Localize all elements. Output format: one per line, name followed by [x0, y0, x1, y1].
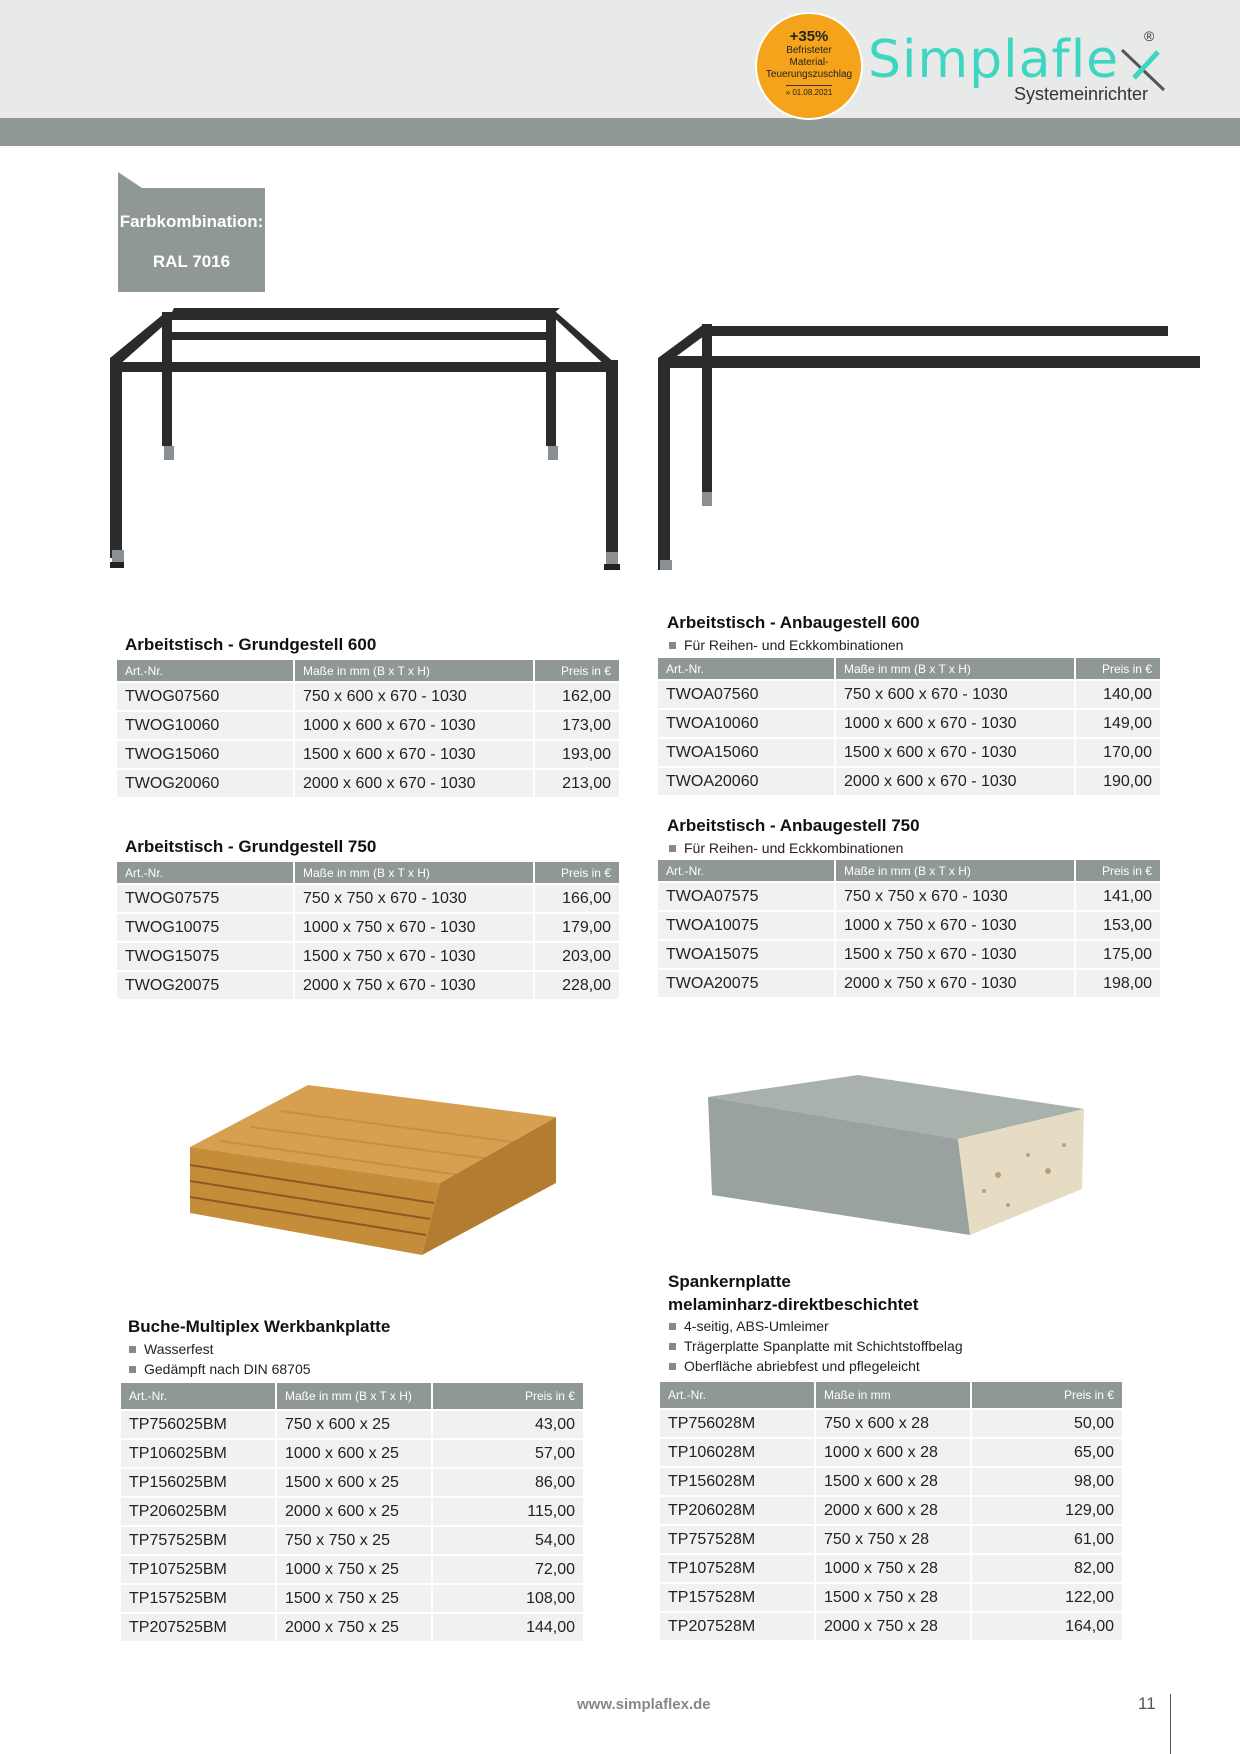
badge-percent: +35% [789, 28, 829, 45]
col-header: Preis in € [535, 660, 619, 681]
table-row [121, 1409, 583, 1438]
table-row [117, 970, 619, 999]
article-number: TP157528M [660, 1582, 814, 1611]
article-number: TP756028M [660, 1408, 814, 1437]
article-number: TWOG07575 [117, 883, 293, 912]
article-number: TWOA07560 [658, 679, 834, 708]
surcharge-badge [755, 12, 863, 120]
article-number: TWOG15060 [117, 739, 293, 768]
col-header: Preis in € [535, 862, 619, 883]
article-number: TP106025BM [121, 1438, 275, 1467]
dimensions: 1500 x 750 x 25 [277, 1583, 431, 1612]
col-header: Preis in € [1076, 860, 1160, 881]
badge-line: Teuerungszuschlag [765, 69, 853, 80]
table-row [658, 939, 1160, 968]
color-label: Farbkombination: [119, 212, 264, 231]
table-row [658, 881, 1160, 910]
price: 86,00 [433, 1467, 583, 1496]
article-number: TP756025BM [121, 1409, 275, 1438]
section-title: Spankernplatte [668, 1272, 791, 1291]
section-title: Arbeitstisch - Anbaugestell 750 [667, 816, 920, 835]
col-header: Maße in mm (B x T x H) [295, 660, 533, 681]
dimensions: 1500 x 600 x 28 [816, 1466, 970, 1495]
dimensions: 1000 x 600 x 25 [277, 1438, 431, 1467]
page-number: 11 [1138, 1694, 1156, 1713]
price: 72,00 [433, 1554, 583, 1583]
dimensions: 1500 x 750 x 670 - 1030 [295, 941, 533, 970]
table-row [658, 910, 1160, 939]
col-header: Art.-Nr. [117, 660, 293, 681]
dimensions: 1000 x 750 x 28 [816, 1553, 970, 1582]
article-number: TWOA20060 [658, 766, 834, 795]
table-row [117, 681, 619, 710]
article-number: TP757528M [660, 1524, 814, 1553]
price: 213,00 [535, 768, 619, 797]
price: 82,00 [972, 1553, 1122, 1582]
article-number: TWOG15075 [117, 941, 293, 970]
col-header: Art.-Nr. [660, 1382, 814, 1408]
article-number: TP207525BM [121, 1612, 275, 1641]
dimensions: 1000 x 750 x 670 - 1030 [295, 912, 533, 941]
article-number: TP106028M [660, 1437, 814, 1466]
section-title: Arbeitstisch - Anbaugestell 600 [667, 613, 920, 632]
table-row [117, 883, 619, 912]
price-table-span [658, 1382, 1124, 1640]
price-table-grund600 [115, 660, 621, 797]
article-number: TWOA15060 [658, 737, 834, 766]
table-row [117, 710, 619, 739]
table-row [121, 1583, 583, 1612]
feature-list [129, 1339, 311, 1379]
price: 175,00 [1076, 939, 1160, 968]
dimensions: 750 x 600 x 670 - 1030 [295, 681, 533, 710]
dimensions: 750 x 750 x 670 - 1030 [295, 883, 533, 912]
table-row [121, 1438, 583, 1467]
dimensions: 750 x 600 x 28 [816, 1408, 970, 1437]
table-row [121, 1496, 583, 1525]
feature-list [669, 1316, 963, 1376]
feature-item: Trägerplatte Spanplatte mit Schichtstoffbelag [669, 1336, 963, 1356]
col-header: Maße in mm (B x T x H) [295, 862, 533, 883]
section-title: Arbeitstisch - Grundgestell 600 [125, 635, 377, 654]
article-number: TP206025BM [121, 1496, 275, 1525]
dimensions: 1000 x 750 x 670 - 1030 [836, 910, 1074, 939]
color-combination-tag [118, 188, 265, 292]
dimensions: 2000 x 750 x 670 - 1030 [295, 970, 533, 999]
feature-item: Wasserfest [129, 1339, 311, 1359]
feature-item: Oberfläche abriebfest und pflegeleicht [669, 1356, 963, 1376]
table-row [121, 1554, 583, 1583]
price: 166,00 [535, 883, 619, 912]
website-link[interactable]: www.simplaflex.de [577, 1696, 711, 1713]
price: 162,00 [535, 681, 619, 710]
price: 50,00 [972, 1408, 1122, 1437]
price: 43,00 [433, 1409, 583, 1438]
badge-line: Material- [789, 57, 829, 68]
price: 115,00 [433, 1496, 583, 1525]
section-title: melaminharz-direktbeschichtet [668, 1295, 919, 1314]
price: 153,00 [1076, 910, 1160, 939]
dimensions: 2000 x 750 x 25 [277, 1612, 431, 1641]
price: 173,00 [535, 710, 619, 739]
price: 65,00 [972, 1437, 1122, 1466]
logo-subtitle: Systemeinrichter [1014, 84, 1149, 104]
col-header: Maße in mm (B x T x H) [836, 860, 1074, 881]
table-row [660, 1408, 1122, 1437]
price: 149,00 [1076, 708, 1160, 737]
dimensions: 1000 x 750 x 25 [277, 1554, 431, 1583]
dimensions: 1000 x 600 x 670 - 1030 [836, 708, 1074, 737]
dimensions: 2000 x 600 x 670 - 1030 [295, 768, 533, 797]
table-row [660, 1466, 1122, 1495]
beech-board-image [190, 1085, 560, 1270]
table-row [117, 941, 619, 970]
col-header: Art.-Nr. [121, 1383, 275, 1409]
dimensions: 1500 x 600 x 25 [277, 1467, 431, 1496]
table-row [658, 737, 1160, 766]
color-value: RAL 7016 [152, 252, 231, 271]
table-row [658, 708, 1160, 737]
col-header: Preis in € [1076, 658, 1160, 679]
section-title: Arbeitstisch - Grundgestell 750 [125, 837, 377, 856]
table-row [117, 768, 619, 797]
article-number: TWOA15075 [658, 939, 834, 968]
article-number: TWOG20075 [117, 970, 293, 999]
table-row [658, 766, 1160, 795]
badge-line: Befristeter [786, 45, 832, 56]
table-row [121, 1525, 583, 1554]
dimensions: 750 x 750 x 670 - 1030 [836, 881, 1074, 910]
article-number: TWOG10075 [117, 912, 293, 941]
col-header: Preis in € [972, 1382, 1122, 1408]
feature-list [669, 838, 903, 858]
article-number: TP207528M [660, 1611, 814, 1640]
article-number: TP757525BM [121, 1525, 275, 1554]
dimensions: 1500 x 600 x 670 - 1030 [295, 739, 533, 768]
table-row [660, 1582, 1122, 1611]
dimensions: 2000 x 750 x 28 [816, 1611, 970, 1640]
dimensions: 750 x 750 x 25 [277, 1525, 431, 1554]
price: 190,00 [1076, 766, 1160, 795]
dimensions: 1000 x 600 x 28 [816, 1437, 970, 1466]
col-header: Art.-Nr. [658, 658, 834, 679]
article-number: TP206028M [660, 1495, 814, 1524]
price: 144,00 [433, 1612, 583, 1641]
col-header: Art.-Nr. [658, 860, 834, 881]
dimensions: 750 x 600 x 670 - 1030 [836, 679, 1074, 708]
dimensions: 2000 x 600 x 25 [277, 1496, 431, 1525]
header-bar [0, 118, 1240, 146]
dimensions: 1500 x 750 x 28 [816, 1582, 970, 1611]
simplaflex-logo [868, 30, 1178, 110]
article-number: TWOG10060 [117, 710, 293, 739]
extension-frame-image [658, 320, 1208, 582]
base-frame-image [110, 308, 630, 580]
col-header: Maße in mm (B x T x H) [277, 1383, 431, 1409]
feature-item: Gedämpft nach DIN 68705 [129, 1359, 311, 1379]
table-row [121, 1467, 583, 1496]
article-number: TP107528M [660, 1553, 814, 1582]
price-table-anbau750 [656, 860, 1162, 997]
feature-list [669, 635, 903, 655]
price: 198,00 [1076, 968, 1160, 997]
price: 98,00 [972, 1466, 1122, 1495]
logo-registered: ® [1144, 28, 1155, 44]
badge-date: » 01.08.2021 [786, 85, 833, 97]
feature-item: 4-seitig, ABS-Umleimer [669, 1316, 963, 1336]
page-divider [1170, 1694, 1171, 1754]
table-row [658, 968, 1160, 997]
col-header: Maße in mm [816, 1382, 970, 1408]
table-row [660, 1437, 1122, 1466]
price: 122,00 [972, 1582, 1122, 1611]
price: 57,00 [433, 1438, 583, 1467]
table-row [117, 739, 619, 768]
article-number: TP107525BM [121, 1554, 275, 1583]
price: 54,00 [433, 1525, 583, 1554]
dimensions: 750 x 600 x 25 [277, 1409, 431, 1438]
price-table-grund750 [115, 862, 621, 999]
col-header: Preis in € [433, 1383, 583, 1409]
table-row [121, 1612, 583, 1641]
col-header: Art.-Nr. [117, 862, 293, 883]
dimensions: 2000 x 750 x 670 - 1030 [836, 968, 1074, 997]
price: 141,00 [1076, 881, 1160, 910]
article-number: TWOA10075 [658, 910, 834, 939]
article-number: TWOG07560 [117, 681, 293, 710]
price: 228,00 [535, 970, 619, 999]
table-row [117, 912, 619, 941]
price-table-buche [119, 1383, 585, 1641]
table-row [660, 1611, 1122, 1640]
price: 129,00 [972, 1495, 1122, 1524]
feature-item: Für Reihen- und Eckkombinationen [669, 635, 903, 655]
dimensions: 1500 x 600 x 670 - 1030 [836, 737, 1074, 766]
price: 193,00 [535, 739, 619, 768]
article-number: TP156025BM [121, 1467, 275, 1496]
logo-word: Simplafle [868, 30, 1120, 90]
table-row [660, 1495, 1122, 1524]
article-number: TWOA07575 [658, 881, 834, 910]
section-title: Buche-Multiplex Werkbankplatte [128, 1317, 391, 1336]
price: 140,00 [1076, 679, 1160, 708]
price: 179,00 [535, 912, 619, 941]
price: 108,00 [433, 1583, 583, 1612]
dimensions: 2000 x 600 x 28 [816, 1495, 970, 1524]
chipboard-image [708, 1075, 1088, 1255]
price-table-anbau600 [656, 658, 1162, 795]
article-number: TP157525BM [121, 1583, 275, 1612]
dimensions: 2000 x 600 x 670 - 1030 [836, 766, 1074, 795]
dimensions: 750 x 750 x 28 [816, 1524, 970, 1553]
article-number: TWOG20060 [117, 768, 293, 797]
price: 61,00 [972, 1524, 1122, 1553]
feature-item: Für Reihen- und Eckkombinationen [669, 838, 903, 858]
article-number: TWOA10060 [658, 708, 834, 737]
price: 170,00 [1076, 737, 1160, 766]
col-header: Maße in mm (B x T x H) [836, 658, 1074, 679]
article-number: TWOA20075 [658, 968, 834, 997]
table-row [660, 1524, 1122, 1553]
price: 164,00 [972, 1611, 1122, 1640]
table-row [660, 1553, 1122, 1582]
tag-corner [118, 172, 142, 188]
table-row [658, 679, 1160, 708]
price: 203,00 [535, 941, 619, 970]
dimensions: 1000 x 600 x 670 - 1030 [295, 710, 533, 739]
dimensions: 1500 x 750 x 670 - 1030 [836, 939, 1074, 968]
article-number: TP156028M [660, 1466, 814, 1495]
